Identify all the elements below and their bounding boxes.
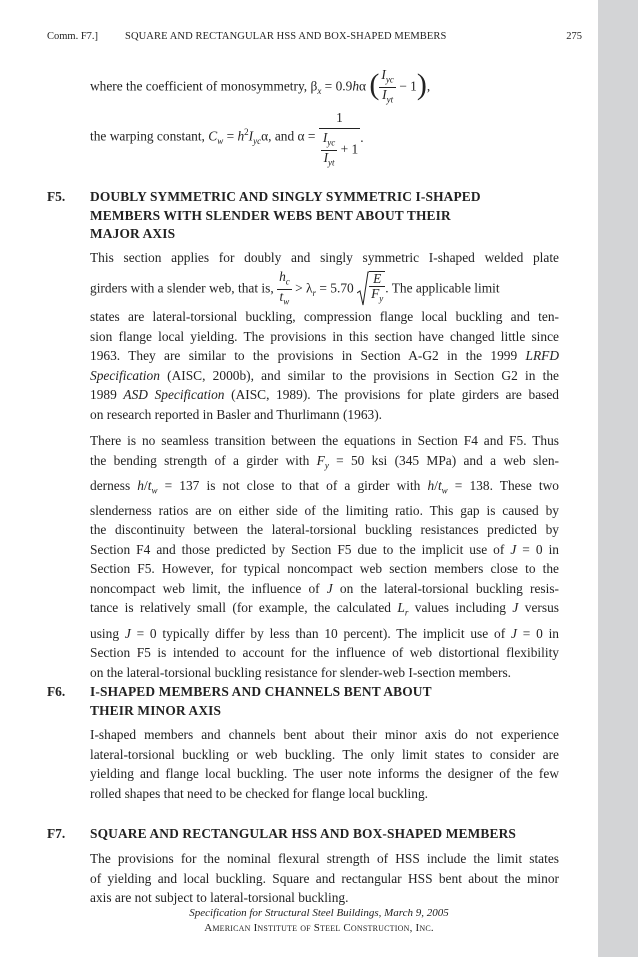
text-line: using J = 0 typically differ by less than 10 percent). The implicit use of J = 0 in (90, 625, 559, 641)
text-line: noncompact web limit, the influence of J on the lateral-torsional buckling resis- (90, 580, 559, 596)
text-line: There is no seamless transition between the equations in Section F4 and F5. Thus (90, 433, 559, 448)
text-line: states are lateral-torsional buckling, compression flange local buckling and ten- (90, 309, 559, 324)
e-over-fy (369, 272, 385, 306)
eq-sub: y (379, 293, 384, 304)
text-line: yielding and flange local buckling. The user note informs the designer of the few (90, 766, 559, 781)
eq-text: α, and α = (261, 128, 316, 144)
eq-var: F (371, 285, 380, 301)
eq-sub: yt (386, 94, 394, 105)
text-line: slenderness ratios are on either side of the limiting ratio. This gap is caused by (90, 502, 559, 518)
text-line: lateral-torsional buckling or web buckling. The only limit states to consider are (90, 746, 559, 762)
eq-var: h (352, 78, 360, 94)
section-title-f6 (90, 683, 560, 720)
sqrt-sign (357, 271, 369, 307)
warping-equation (90, 108, 364, 169)
eq-text: = 5.70 (316, 280, 354, 296)
f5-paragraph-1 (90, 248, 559, 268)
sqrt-expression (357, 271, 385, 307)
eq-text: 1 (336, 110, 343, 125)
eq-text: + 1 (340, 141, 359, 157)
eq-sup: 2 (244, 127, 249, 138)
running-head-comm: Comm. F7.] (47, 31, 99, 42)
running-head (47, 30, 582, 44)
eq-sub: c (285, 276, 290, 287)
f5-paragraph-1-rest (90, 307, 559, 424)
section-number-f7: F7. (47, 826, 66, 841)
text-line: 1989 ASD Specification (AISC, 1989). The provisions for plate girders are based (90, 387, 559, 402)
text-line: tance is relatively small (for example, the calculated $L_r$ values including J versus (90, 600, 559, 619)
section-title-line: I-SHAPED MEMBERS AND CHANNELS BENT ABOUT (90, 684, 432, 699)
text-line: Section F5 is intended to account for the influence of web distortional flexibility (90, 645, 559, 661)
eq-text: girders with a slender web, that is, (90, 280, 278, 296)
footer-spec-line: Specification for Structural Steel Buildings, March 9, 2005 (189, 907, 449, 919)
page-margin-bar (598, 0, 638, 957)
eq-sub: yc (385, 74, 394, 85)
f5-paragraph-2 (90, 431, 559, 682)
eq-sub: yt (328, 157, 335, 168)
text-line: The provisions for the nominal flexural strength of HSS include the limit states (90, 851, 559, 866)
monosymmetry-equation (90, 68, 430, 106)
text-line: 1963. They are similar to the provisions in Section A-G2 in the 1999 LRFD (90, 348, 559, 363)
section-title-line: DOUBLY SYMMETRIC AND SINGLY SYMMETRIC I-SHAPED (90, 189, 481, 204)
text-line: Section F4 and those predicted by Section F5 due to the implicit use of J = 0 in (90, 541, 559, 557)
text-line: rolled shapes that need to be checked for flange local buckling. (90, 785, 428, 801)
text-line: Section F5. However, for typical noncompact web section members close to the (90, 561, 559, 577)
eq-var: I (382, 86, 387, 102)
eq-text: = 0.9 (321, 78, 353, 94)
eq-var: I (322, 130, 328, 145)
left-paren: ( (369, 68, 380, 102)
eq-text: = (223, 128, 238, 144)
text-line: I-shaped members and channels bent about their minor axis do not experience (90, 727, 559, 742)
hc-over-tw (277, 270, 292, 308)
right-paren: ) (416, 68, 427, 102)
eq-sub: yc (253, 136, 262, 147)
text-line: Specification (AISC, 2000b), and similar to the provisions in Section G2 in the (90, 367, 559, 383)
text-line: derness $h/t_w = 137$ is not close to that of a girder with $h/t_w = 138$. These two (90, 477, 559, 496)
eq-sub: w (217, 136, 224, 147)
alpha-fraction (319, 108, 360, 169)
eq-sub: yc (327, 137, 336, 148)
eq-text: where the coefficient of monosymmetry, β (90, 78, 318, 94)
eq-text: . The applicable limit (385, 280, 500, 296)
f7-paragraph (90, 849, 559, 908)
eq-text: , (426, 78, 431, 94)
text-line: on the lateral-torsional buckling resistance for slender-web I-section members. (90, 664, 512, 680)
iyc-over-iyt (379, 68, 395, 106)
eq-sub: r (312, 287, 317, 298)
eq-text: − 1 (399, 78, 417, 94)
section-title-line: SQUARE AND RECTANGULAR HSS AND BOX-SHAPED MEMBERS (90, 826, 516, 841)
eq-var: I (248, 128, 254, 144)
eq-var: α (359, 78, 367, 94)
inner-fraction (321, 131, 337, 169)
eq-sub: w (283, 296, 290, 307)
eq-var: t (279, 288, 284, 304)
section-title-line: MEMBERS WITH SLENDER WEBS BENT ABOUT THEIR (90, 207, 451, 223)
section-number-f5: F5. (47, 189, 66, 204)
page-number: 275 (566, 31, 582, 42)
section-title-line: MAJOR AXIS (90, 226, 176, 241)
text-line: sion flange local yielding. The provisions in this section have changed little since (90, 328, 559, 344)
section-number-f6: F6. (47, 684, 66, 699)
footer-publisher-line: American Institute of Steel Construction, Inc. (204, 922, 434, 934)
f6-paragraph (90, 725, 559, 803)
eq-var: h (279, 269, 286, 284)
text-line: axis are not subject to lateral-torsional buckling. (90, 890, 349, 905)
section-title-f5 (90, 188, 560, 244)
eq-var: C (208, 128, 218, 144)
eq-var: I (381, 67, 386, 82)
eq-var: I (323, 149, 329, 165)
eq-text: . (360, 129, 364, 145)
text-line: the bending strength of a girder with $F_y = 50$ ksi (345 MPa) and a web slen- (90, 452, 559, 471)
text-line: on research reported in Basler and Thurlimann (1963). (90, 406, 383, 422)
section-title-line: THEIR MINOR AXIS (90, 702, 222, 718)
eq-var: E (373, 270, 382, 286)
running-head-title: SQUARE AND RECTANGULAR HSS AND BOX-SHAPED MEMBERS (125, 31, 447, 42)
eq-text: the warping constant, (90, 128, 209, 144)
slender-web-equation (90, 270, 559, 308)
text-line: the discontinuity between the lateral-torsional buckling resistances predicted by (90, 522, 559, 538)
eq-var: h (237, 128, 245, 144)
text-line: of yielding and local buckling. Square and rectangular HSS bent about the minor (90, 870, 559, 886)
section-title-f7 (90, 825, 560, 844)
eq-sub: x (317, 85, 322, 96)
eq-text: > λ (291, 280, 313, 296)
text-line: This section applies for doubly and singly symmetric I-shaped welded plate (90, 250, 559, 265)
